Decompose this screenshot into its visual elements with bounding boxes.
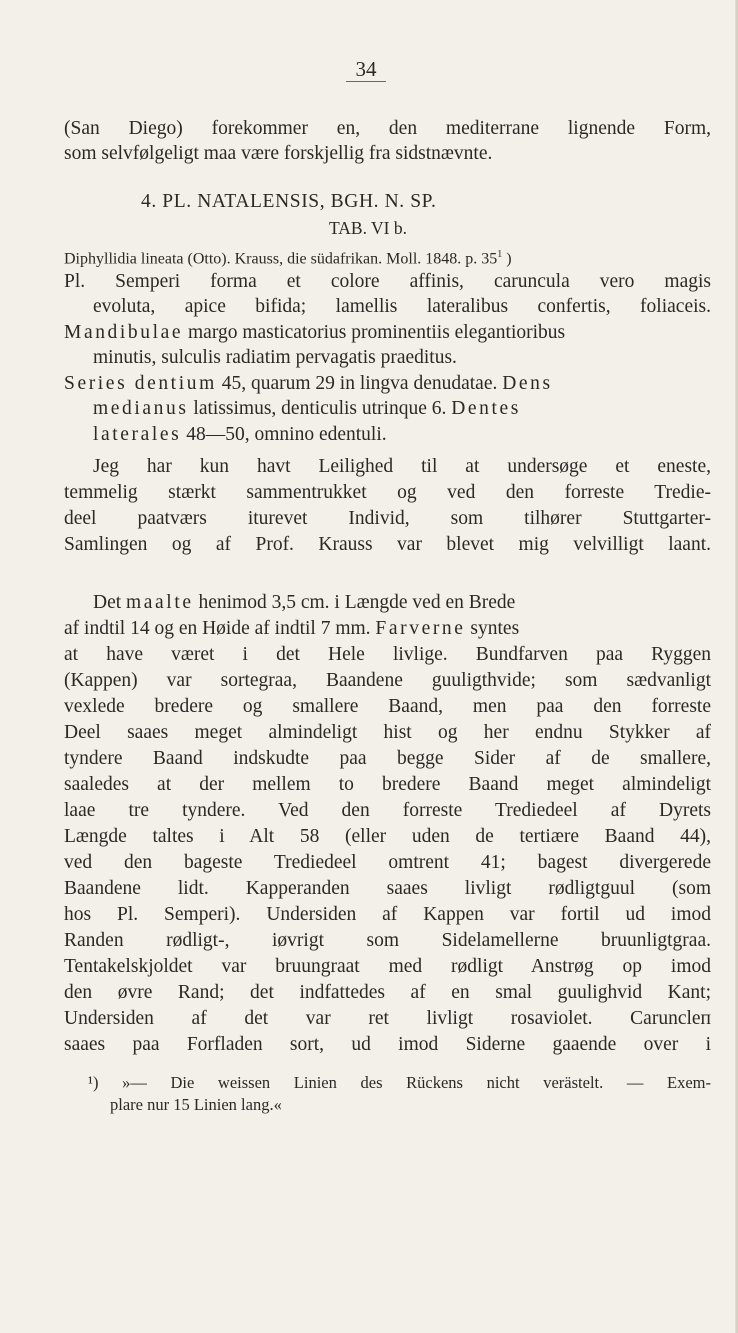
text-line: Længde taltes i Alt 58 (eller uden de tertiære Baand 44), xyxy=(64,826,711,847)
text-line: tyndere Baand indskudte paa begge Sider af de smallere, xyxy=(64,748,711,769)
section-heading: 4. PL. NATALENSIS, BGH. N. SP. xyxy=(141,191,437,212)
text-line: som selvfølgeligt maa være forskjellig fra sidstnævnte. xyxy=(64,143,493,164)
text-line: Samlingen og af Prof. Krauss var blevet mig velvilligt laant. xyxy=(64,534,711,555)
text-line: Randen rødligt-, iøvrigt som Sidelamellerne bruunligtgraa. xyxy=(64,930,711,951)
text-line: hos Pl. Semperi). Undersiden af Kappen var fortil ud imod xyxy=(64,904,711,925)
text-line: saaes paa Forfladen sort, ud imod Siderne gaaende over i xyxy=(64,1034,711,1055)
text-line: vexlede bredere og smallere Baand, men paa den forreste xyxy=(64,696,711,717)
text-line: temmelig stærkt sammentrukket og ved den forreste Tredie- xyxy=(64,482,711,503)
synonym-line: Diphyllidia lineata (Otto). Krauss, die südafrikan. Moll. 1848. p. $35^1$ ) xyxy=(64,249,512,268)
text-line: Det maalte henimod 3,5 cm. i Længde ved en Brede xyxy=(93,592,516,613)
text-line: medianus latissimus, denticulis utrinque 6. Dentes xyxy=(93,398,521,419)
footnote-line: plare nur 15 Linien lang.« xyxy=(110,1095,282,1114)
text-line: Tentakelskjoldet var bruungraat med rødligt Anstrøg op imod xyxy=(64,956,711,977)
text-line: Jeg har kun havt Leilighed til at undersøge et eneste, xyxy=(93,456,711,477)
text-line: Deel saaes meget almindeligt hist og her endnu Stykker af xyxy=(64,722,711,743)
text-line: (San Diego) forekommer en, den mediterrane lignende Form, xyxy=(64,118,711,139)
text-line: af indtil 14 og en Høide af indtil 7 mm. Farverne syntes xyxy=(64,618,520,639)
text-line: Mandibulae margo masticatorius prominentiis elegantioribus xyxy=(64,322,566,343)
page-number: 34 xyxy=(346,58,386,82)
text-line: laae tre tyndere. Ved den forreste Trediedeel af Dyrets xyxy=(64,800,711,821)
text-line: saaledes at der mellem to bredere Baand meget almindeligt xyxy=(64,774,711,795)
text-line: Series dentium 45, quarum 29 in lingva denudatae. Dens xyxy=(64,373,553,394)
plate-reference: TAB. VI b. xyxy=(329,218,407,238)
footnote-marker: 1 xyxy=(497,249,503,260)
text-line: minutis, sulculis radiatim pervagatis praeditus. xyxy=(93,347,457,368)
text-line: (Kappen) var sortegraa, Baandene guuligthvide; som sædvanligt xyxy=(64,670,711,691)
text-line: Baandene lidt. Kapperanden saaes livligt rødligtguul (som xyxy=(64,878,711,899)
text-line: deel paatværs iturevet Individ, som tilhører Stuttgarter- xyxy=(64,508,711,529)
text-line: laterales 48—50, omnino edentuli. xyxy=(93,424,387,445)
text-line: Pl. Semperi forma et colore affinis, caruncula vero magis xyxy=(64,271,711,292)
text-line: ved den bageste Trediedeel omtrent 41; bagest divergerede xyxy=(64,852,711,873)
text-line: Undersiden af det var ret livligt rosaviolet. Caruncleп xyxy=(64,1008,711,1029)
text-line: evoluta, apice bifida; lamellis lateralibus confertis, foliaceis. xyxy=(93,296,711,317)
text-line: at have været i det Hele livlige. Bundfarven paa Ryggen xyxy=(64,644,711,665)
footnote-line: ¹) »— Die weissen Linien des Rückens nicht verästelt. — Exem- xyxy=(88,1073,711,1092)
text-line: den øvre Rand; det indfattedes af en smal guulighvid Kant; xyxy=(64,982,711,1003)
